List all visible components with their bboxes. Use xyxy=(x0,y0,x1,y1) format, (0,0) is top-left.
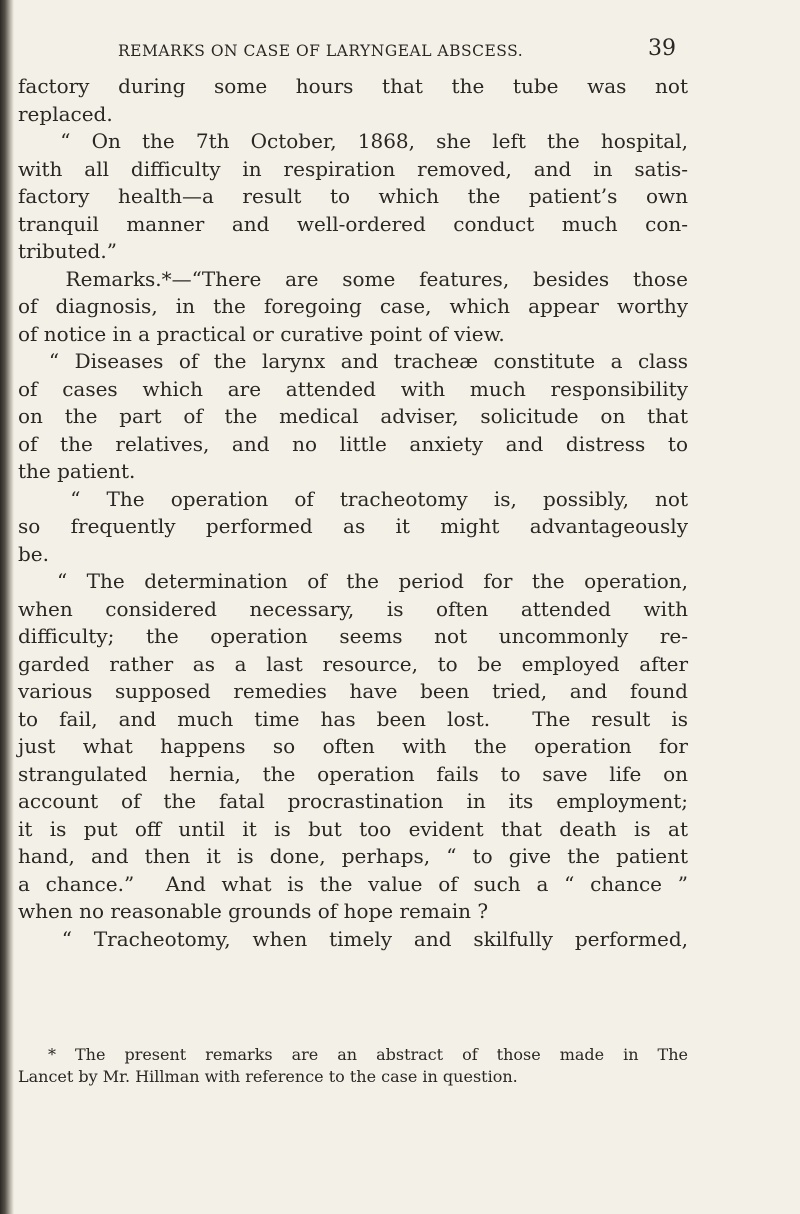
text-line: just what happens so often with the operation for xyxy=(18,734,688,758)
text-line: replaced. xyxy=(18,101,113,126)
text-line: on the part of the medical adviser, solicitude on that xyxy=(18,404,688,428)
text-line: Remarks.*—“There are some features, besides those xyxy=(18,266,688,291)
text-line: of the relatives, and no little anxiety and distress to xyxy=(18,431,688,456)
text-line: of cases which are attended with much responsibility xyxy=(18,376,688,401)
page-number: 39 xyxy=(648,36,676,61)
text-line: when considered necessary, is often attended with xyxy=(18,596,688,621)
text-line: hand, and then it is done, perhaps, “ to give the patient xyxy=(18,844,688,868)
text-line: tranquil manner and well-ordered conduct much con- xyxy=(18,211,688,236)
text-line: “ On the 7th October, 1868, she left the hospital, xyxy=(18,129,688,153)
text-line: the patient. xyxy=(18,459,136,483)
running-header: REMARKS ON CASE OF LARYNGEAL ABSCESS. xyxy=(118,42,524,60)
text-line: when no reasonable grounds of hope remain ? xyxy=(18,899,489,923)
text-line: “ Tracheotomy, when timely and skilfully performed, xyxy=(18,926,688,951)
text-line: be. xyxy=(18,541,49,566)
text-line: garded rather as a last resource, to be employed after xyxy=(18,651,688,676)
text-line: a chance.” And what is the value of such a “ chance ” xyxy=(18,871,688,896)
text-line: so frequently performed as it might advantageously xyxy=(18,514,688,538)
footnote-line: * The present remarks are an abstract of those made in The xyxy=(48,1045,688,1064)
text-line: factory during some hours that the tube was not xyxy=(18,74,688,98)
book-spine-shadow xyxy=(0,0,14,1214)
footnote-line: Lancet by Mr. Hillman with reference to the case in question. xyxy=(18,1067,518,1086)
body-text xyxy=(18,73,688,953)
text-line: factory health—a result to which the patient’s own xyxy=(18,184,688,208)
text-line: various supposed remedies have been tried, and found xyxy=(18,679,688,703)
text-line: “ The operation of tracheotomy is, possibly, not xyxy=(18,486,688,511)
text-line: strangulated hernia, the operation fails to save life on xyxy=(18,761,688,786)
text-line: difficulty; the operation seems not uncommonly re- xyxy=(18,624,688,648)
text-line: of diagnosis, in the foregoing case, which appear worthy xyxy=(18,294,688,318)
text-line: account of the fatal procrastination in its employment; xyxy=(18,789,688,813)
text-line: to fail, and much time has been lost. The result is xyxy=(18,706,688,731)
text-line: of notice in a practical or curative point of view. xyxy=(18,321,505,346)
text-line: “ The determination of the period for the operation, xyxy=(18,569,688,593)
text-line: with all difficulty in respiration removed, and in satis- xyxy=(18,156,688,181)
text-line: tributed.” xyxy=(18,239,117,263)
text-line: it is put off until it is but too evident that death is at xyxy=(18,816,688,841)
footnote xyxy=(18,1044,688,1088)
text-line: “ Diseases of the larynx and tracheæ constitute a class xyxy=(18,349,688,373)
